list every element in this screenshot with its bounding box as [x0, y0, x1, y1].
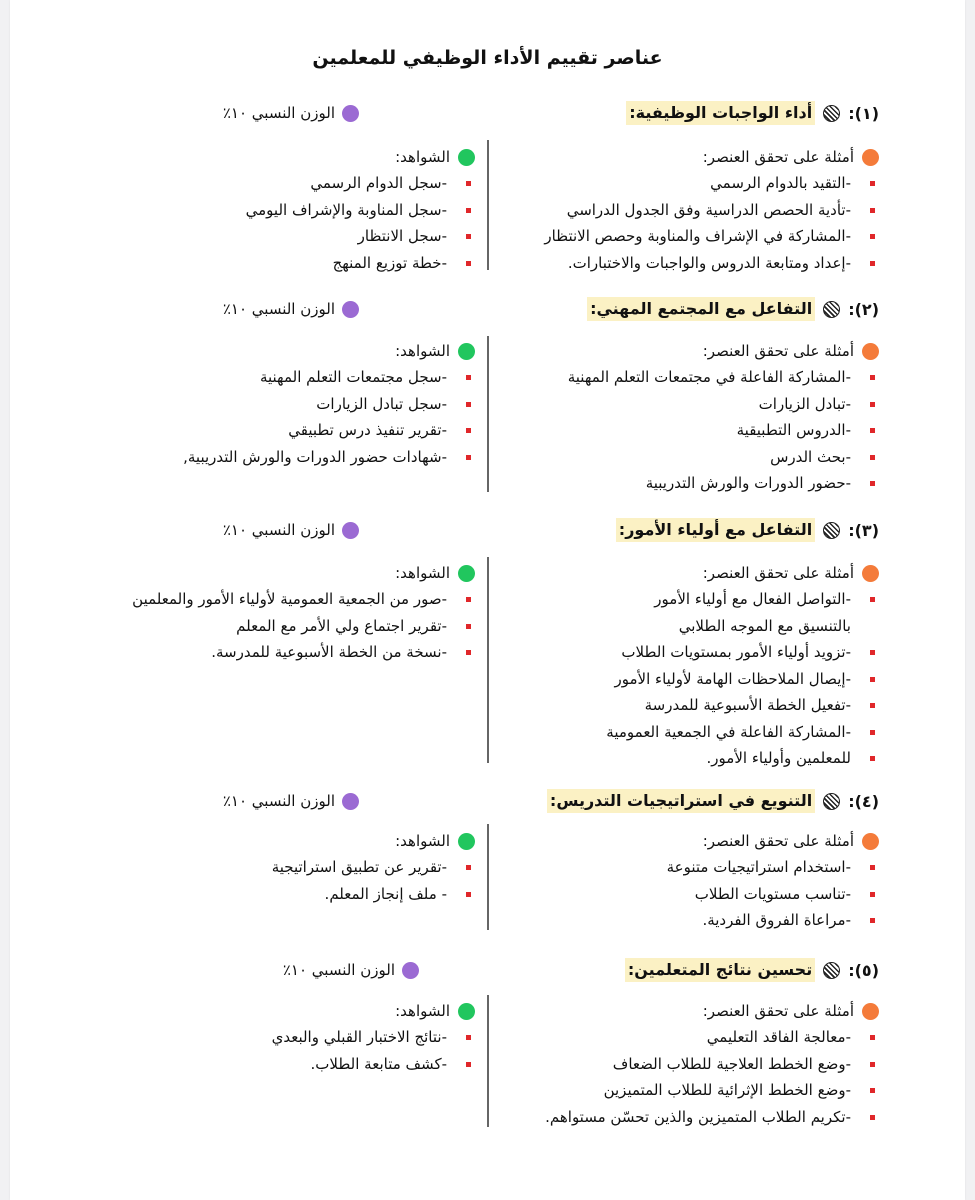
list-item-text: -تكريم الطلاب المتميزين والذين تحسّن مستواهم. [545, 1107, 851, 1126]
list-item-text: -سجل المناوبة والإشراف اليومي [245, 200, 447, 219]
examples-heading [568, 338, 879, 364]
list-item-text: -نتائج الاختبار القبلي والبعدي [271, 1028, 447, 1046]
bullet-icon [870, 428, 875, 433]
evidence-label: الشواهد: [395, 148, 450, 166]
evidence-list [183, 364, 475, 470]
bullet-icon [870, 455, 875, 460]
evidence-list [246, 170, 475, 276]
list-item-text: -سجل الدوام الرسمي [310, 174, 447, 192]
bullet-icon [466, 428, 471, 433]
list-item-text: -بحث الدرس [770, 447, 851, 466]
list-item-text: -تقرير اجتماع ولي الأمر مع المعلم [236, 616, 447, 635]
list-item-text: -مراعاة الفروق الفردية. [702, 911, 851, 929]
list-item [545, 1024, 879, 1051]
orange-dot-icon [862, 833, 879, 850]
list-item [183, 444, 475, 471]
list-item [568, 444, 879, 471]
examples-label: أمثلة على تحقق العنصر: [702, 564, 854, 582]
section-number: (٣): [848, 520, 879, 540]
hatched-circle-icon [823, 522, 840, 539]
list-item-text: للمعلمين وأولياء الأمور. [706, 749, 851, 767]
evidence-heading [132, 560, 475, 586]
list-item [544, 250, 879, 277]
orange-dot-icon [862, 1003, 879, 1020]
list-item [183, 364, 475, 391]
examples-heading [545, 998, 879, 1024]
examples-column [544, 144, 879, 276]
list-item-text: -التقيد بالدوام الرسمي [710, 174, 851, 192]
list-item-text: -صور من الجمعية العمومية لأولياء الأمور والمعلمين [132, 590, 447, 608]
hatched-circle-icon [823, 105, 840, 122]
weight-text: الوزن النسبي ١٠٪ [222, 521, 335, 539]
bullet-icon [466, 181, 471, 186]
document-title: عناصر تقييم الأداء الوظيفي للمعلمين [312, 47, 663, 69]
weight-text: الوزن النسبي ١٠٪ [282, 961, 395, 979]
bullet-icon [870, 1115, 875, 1120]
list-item-text: -تبادل الزيارات [758, 394, 851, 413]
column-divider [487, 995, 489, 1127]
orange-dot-icon [862, 343, 879, 360]
list-item [544, 223, 879, 250]
list-item [568, 364, 879, 391]
hatched-circle-icon [823, 962, 840, 979]
list-item-text: -الدروس التطبيقية [736, 421, 851, 439]
weight-label [223, 521, 359, 539]
section-heading [616, 515, 879, 545]
bullet-icon [466, 892, 471, 897]
examples-heading [544, 144, 879, 170]
section-heading [625, 955, 879, 985]
list-item-text: -سجل تبادل الزيارات [316, 394, 447, 413]
evidence-list [272, 1024, 475, 1077]
list-item [545, 1077, 879, 1104]
list-item-text: -تقرير تنفيذ درس تطبيقي [288, 421, 447, 439]
green-dot-icon [458, 565, 475, 582]
bullet-icon [870, 181, 875, 186]
bullet-icon [870, 892, 875, 897]
bullet-icon [870, 1088, 875, 1093]
list-item-text: -كشف متابعة الطلاب. [310, 1054, 447, 1073]
bullet-icon [870, 730, 875, 735]
column-divider [487, 824, 489, 930]
bullet-icon [870, 865, 875, 870]
weight-label [283, 961, 419, 979]
list-item-text: -سجل الانتظار [357, 227, 447, 245]
list-item [246, 197, 475, 224]
list-item [246, 170, 475, 197]
examples-heading [606, 560, 879, 586]
bullet-icon [870, 402, 875, 407]
list-item [183, 391, 475, 418]
list-item-text: -خطة توزيع المنهج [332, 253, 447, 272]
section-number: (٥): [848, 960, 879, 980]
list-item [606, 666, 879, 693]
evidence-column [246, 144, 475, 276]
bullet-icon [466, 865, 471, 870]
list-item-text: -إيصال الملاحظات الهامة لأولياء الأمور [614, 669, 851, 688]
bullet-icon [870, 481, 875, 486]
list-item [545, 1104, 879, 1131]
examples-heading [667, 828, 879, 854]
examples-column [667, 828, 879, 934]
list-item [544, 170, 879, 197]
bullet-icon [466, 402, 471, 407]
evidence-heading [246, 144, 475, 170]
section-title: التفاعل مع المجتمع المهني: [587, 297, 815, 321]
bullet-icon [870, 208, 875, 213]
bullet-icon [466, 375, 471, 380]
list-item [272, 1051, 475, 1078]
examples-list [544, 170, 879, 276]
list-item-text: -شهادات حضور الدورات والورش التدريبية, [183, 447, 447, 466]
list-item [272, 881, 475, 908]
list-item-text: -إعداد ومتابعة الدروس والواجبات والاختبارات. [567, 253, 851, 272]
list-item [246, 250, 475, 277]
evidence-label: الشواهد: [395, 832, 450, 850]
purple-dot-icon [342, 522, 359, 539]
bullet-icon [870, 261, 875, 266]
list-item-text: - ملف إنجاز المعلم. [324, 884, 447, 903]
list-item-text: -نسخة من الخطة الأسبوعية للمدرسة. [211, 643, 447, 661]
evidence-label: الشواهد: [395, 342, 450, 360]
list-item [246, 223, 475, 250]
hatched-circle-icon [823, 301, 840, 318]
document-page [10, 0, 965, 1200]
list-item-text: -تقرير عن تطبيق استراتيجية [271, 858, 447, 876]
bullet-icon [870, 1062, 875, 1067]
list-item-text: -تأدية الحصص الدراسية وفق الجدول الدراسي [566, 200, 851, 219]
weight-label [223, 104, 359, 122]
bullet-icon [870, 677, 875, 682]
examples-label: أمثلة على تحقق العنصر: [702, 832, 854, 850]
orange-dot-icon [862, 149, 879, 166]
evidence-column [272, 998, 475, 1077]
bullet-icon [466, 650, 471, 655]
list-item-text: -المشاركة الفاعلة في مجتمعات التعلم المهنية [567, 368, 851, 386]
weight-text: الوزن النسبي ١٠٪ [222, 104, 335, 122]
list-item-text: -وضع الخطط العلاجية للطلاب الضعاف [612, 1054, 851, 1073]
section-title: تحسين نتائج المتعلمين: [625, 958, 815, 982]
list-item [132, 613, 475, 640]
bullet-icon [466, 624, 471, 629]
bullet-icon [870, 918, 875, 923]
purple-dot-icon [342, 301, 359, 318]
examples-list [606, 586, 879, 772]
bullet-icon [466, 455, 471, 460]
section-number: (١): [848, 103, 879, 123]
green-dot-icon [458, 149, 475, 166]
list-item [544, 197, 879, 224]
weight-text: الوزن النسبي ١٠٪ [222, 792, 335, 810]
list-item [272, 1024, 475, 1051]
bullet-icon [870, 234, 875, 239]
list-item [568, 417, 879, 444]
bullet-icon [466, 1035, 471, 1040]
list-item-text: -تفعيل الخطة الأسبوعية للمدرسة [644, 696, 851, 714]
section-heading [587, 294, 879, 324]
bullet-icon [870, 375, 875, 380]
list-item [272, 854, 475, 881]
list-item-text: -سجل مجتمعات التعلم المهنية [259, 368, 447, 386]
list-item-text: -المشاركة في الإشراف والمناوبة وحصص الانتظار [544, 227, 851, 245]
section-number: (٢): [848, 299, 879, 319]
list-item-text: -وضع الخطط الإثرائية للطلاب المتميزين [603, 1081, 851, 1099]
weight-label [223, 792, 359, 810]
evidence-heading [272, 998, 475, 1024]
evidence-column [183, 338, 475, 470]
section-title: التنويع في استراتيجيات التدريس: [547, 789, 815, 813]
examples-list [568, 364, 879, 497]
bullet-icon [870, 703, 875, 708]
examples-list [667, 854, 879, 934]
evidence-label: الشواهد: [395, 564, 450, 582]
evidence-list [272, 854, 475, 907]
list-item-text: -معالجة الفاقد التعليمي [706, 1028, 851, 1046]
bullet-icon [870, 1035, 875, 1040]
list-item-text: بالتنسيق مع الموجه الطلابي [678, 616, 851, 635]
green-dot-icon [458, 1003, 475, 1020]
evidence-heading [183, 338, 475, 364]
list-item-text: -حضور الدورات والورش التدريبية [645, 474, 851, 492]
section-heading [547, 786, 879, 816]
examples-list [545, 1024, 879, 1130]
list-item [545, 1051, 879, 1078]
purple-dot-icon [342, 793, 359, 810]
orange-dot-icon [862, 565, 879, 582]
list-item [568, 391, 879, 418]
hatched-circle-icon [823, 793, 840, 810]
column-divider [487, 140, 489, 270]
list-item [606, 586, 879, 613]
green-dot-icon [458, 343, 475, 360]
section-title: التفاعل مع أولياء الأمور: [616, 518, 815, 542]
evidence-heading [272, 828, 475, 854]
column-divider [487, 557, 489, 763]
list-item [183, 417, 475, 444]
section-title: أداء الواجبات الوظيفية: [626, 101, 815, 125]
column-divider [487, 336, 489, 492]
examples-column [606, 560, 879, 772]
bullet-icon [870, 650, 875, 655]
bullet-icon [870, 756, 875, 761]
list-item [667, 907, 879, 934]
evidence-label: الشواهد: [395, 1002, 450, 1020]
examples-column [568, 338, 879, 497]
list-item [606, 745, 879, 772]
evidence-column [272, 828, 475, 907]
list-item [606, 692, 879, 719]
list-item-text: -استخدام استراتيجيات متنوعة [666, 858, 851, 876]
evidence-column [132, 560, 475, 666]
weight-text: الوزن النسبي ١٠٪ [222, 300, 335, 318]
list-item-text: -المشاركة الفاعلة في الجمعية العمومية [606, 722, 851, 741]
examples-label: أمثلة على تحقق العنصر: [702, 342, 854, 360]
examples-label: أمثلة على تحقق العنصر: [702, 148, 854, 166]
list-item-text: -التواصل الفعال مع أولياء الأمور [654, 590, 851, 608]
section-heading [626, 98, 879, 128]
bullet-icon [870, 597, 875, 602]
list-item [132, 586, 475, 613]
list-item [667, 881, 879, 908]
list-item [132, 639, 475, 666]
bullet-icon [466, 208, 471, 213]
list-item-text: -تناسب مستويات الطلاب [694, 884, 851, 903]
bullet-icon [466, 1062, 471, 1067]
weight-label [223, 300, 359, 318]
list-item-continuation [606, 613, 879, 640]
bullet-icon [466, 261, 471, 266]
list-item [568, 470, 879, 497]
bullet-icon [466, 597, 471, 602]
section-number: (٤): [848, 791, 879, 811]
examples-column [545, 998, 879, 1130]
green-dot-icon [458, 833, 475, 850]
bullet-icon [466, 234, 471, 239]
list-item-text: -تزويد أولياء الأمور بمستويات الطلاب [621, 643, 851, 661]
purple-dot-icon [342, 105, 359, 122]
evidence-list [132, 586, 475, 666]
list-item [667, 854, 879, 881]
examples-label: أمثلة على تحقق العنصر: [702, 1002, 854, 1020]
list-item [606, 719, 879, 746]
purple-dot-icon [402, 962, 419, 979]
list-item [606, 639, 879, 666]
